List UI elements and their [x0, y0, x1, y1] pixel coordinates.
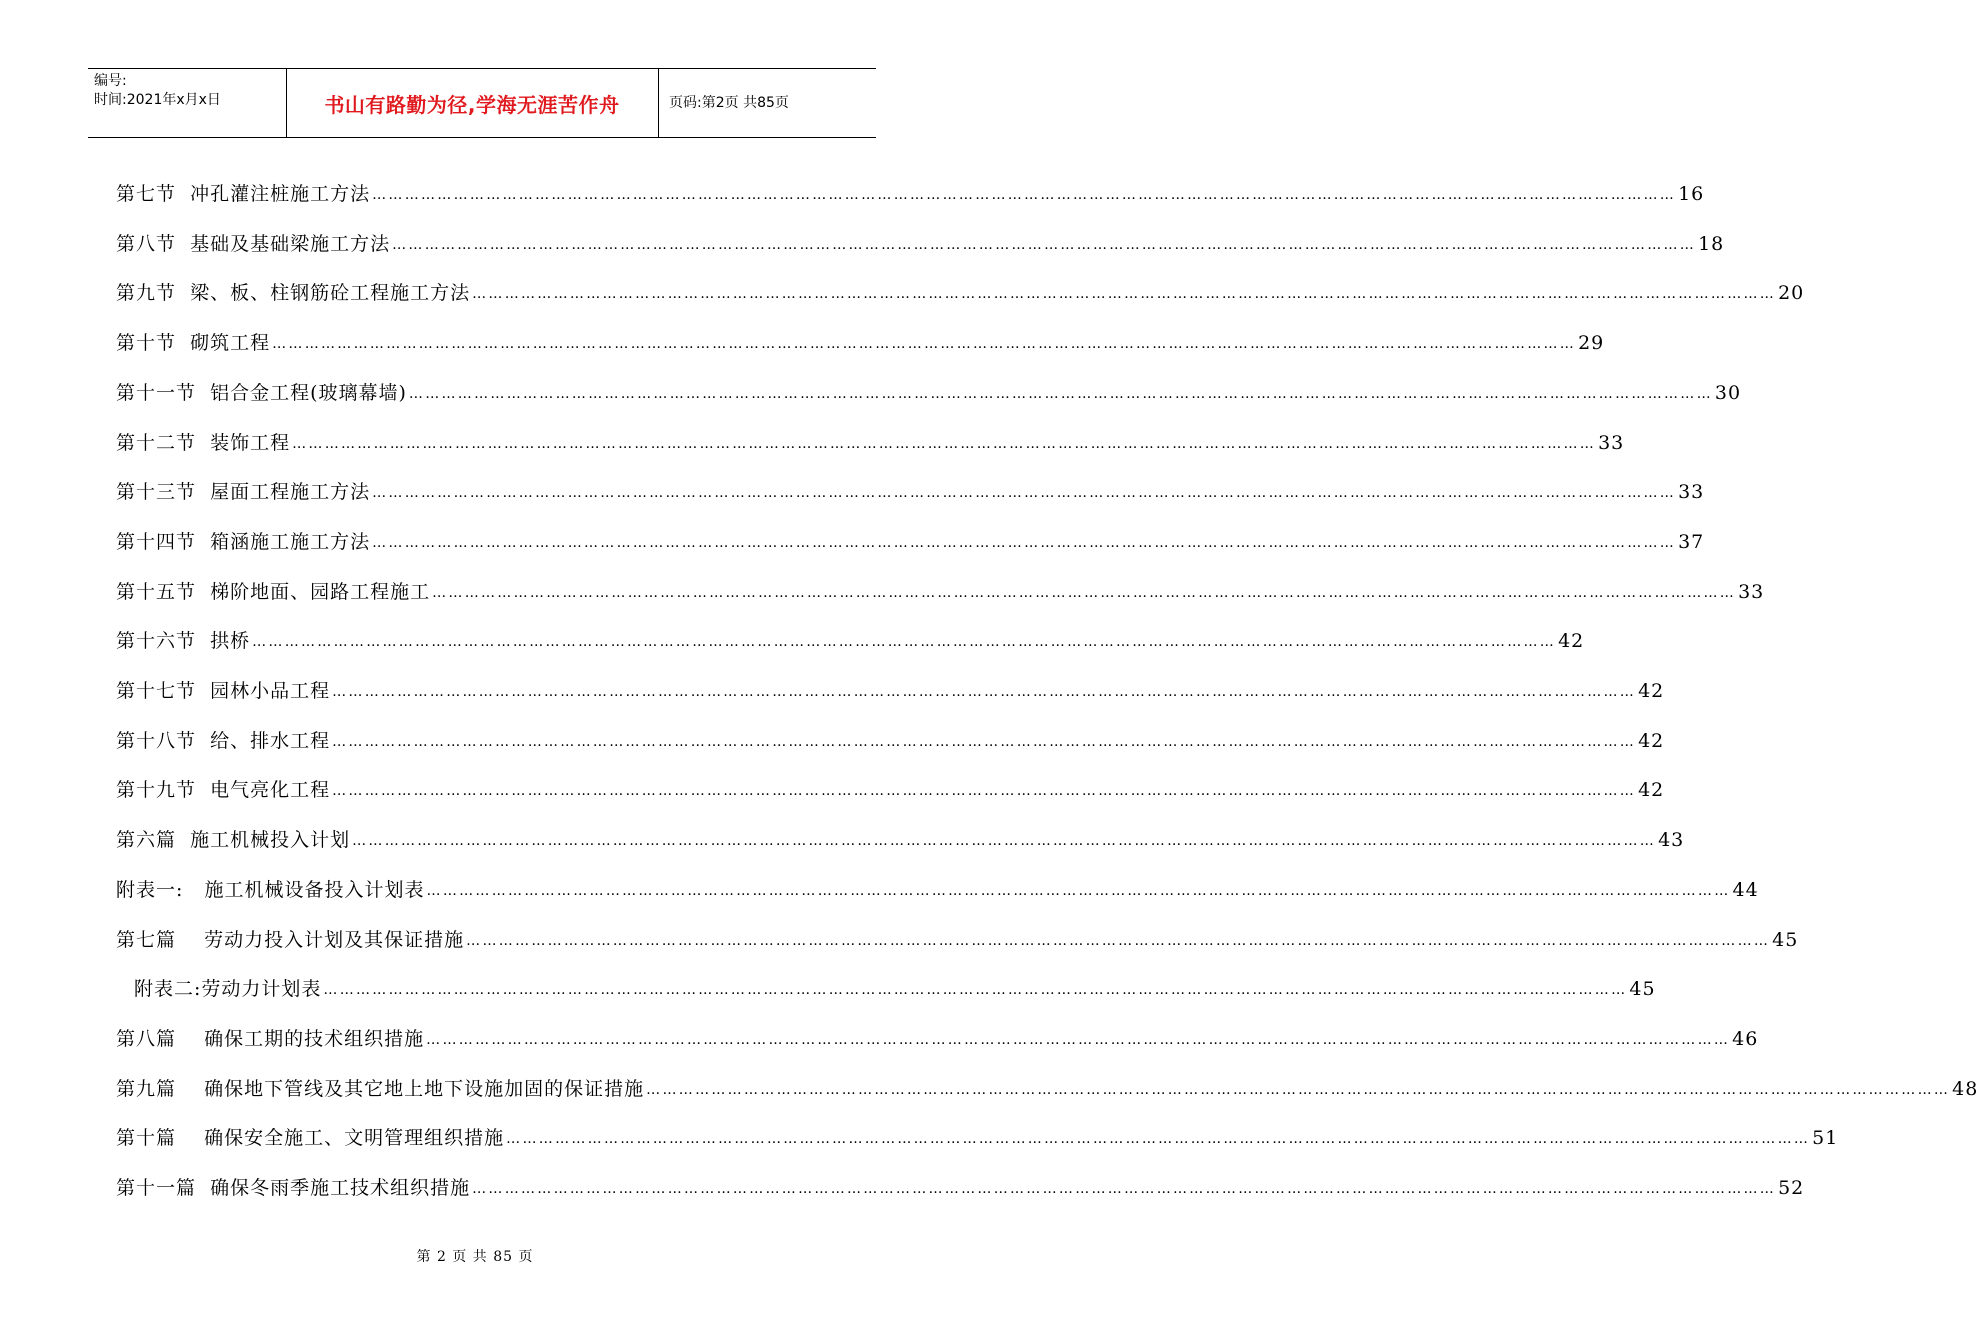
toc-dot-leader: …………………………………………………………………………………………………………………………………………………………………………………………………………………… [372, 187, 1677, 203]
toc-dot-leader: …………………………………………………………………………………………………………………………………………………………………………………………………………………… [466, 933, 1771, 949]
toc-entry-title: 第十四节 箱涵施工施工方法 [116, 531, 371, 553]
toc-dot-leader: …………………………………………………………………………………………………………………………………………………………………………………………………………………… [292, 436, 1597, 452]
toc-entry-title: 第九篇 确保地下管线及其它地上地下设施加固的保证措施 [116, 1078, 645, 1100]
page-footer [0, 1246, 950, 1266]
header-motto-cell [286, 69, 659, 137]
toc-entry-title: 附表二:劳动力计划表 [134, 978, 322, 1000]
toc-entry-title: 第七节 冲孔灌注桩施工方法 [116, 183, 371, 205]
toc-entry-title: 第十一篇 确保冬雨季施工技术组织措施 [116, 1177, 471, 1199]
toc-entry-title: 附表一: 施工机械设备投入计划表 [116, 879, 425, 901]
motto-text: 书山有路勤为径,学海无涯苦作舟 [324, 92, 620, 117]
toc-entry-page: 37 [1678, 531, 1705, 553]
toc-dot-leader: …………………………………………………………………………………………………………………………………………………………………………………………………………………… [332, 734, 1637, 750]
toc-entry-page: 43 [1658, 829, 1685, 851]
toc-entry[interactable] [116, 574, 1765, 604]
toc-dot-leader: …………………………………………………………………………………………………………………………………………………………………………………………………………………… [272, 336, 1577, 352]
toc-entry[interactable] [116, 474, 1705, 504]
toc-entry[interactable] [116, 1021, 1759, 1051]
toc-entry-page: 45 [1629, 978, 1656, 1000]
toc-entry[interactable] [116, 723, 1665, 753]
toc-entry[interactable] [116, 1170, 1805, 1200]
toc-entry-page: 33 [1678, 481, 1705, 503]
toc-entry-page: 42 [1558, 630, 1585, 652]
toc-entry-page: 42 [1638, 779, 1665, 801]
toc-entry[interactable] [116, 922, 1799, 952]
toc-entry-title: 第十篇 确保安全施工、文明管理组织措施 [116, 1127, 505, 1149]
header-page-cell [659, 69, 876, 137]
toc-entry-title: 第十节 砌筑工程 [116, 332, 271, 354]
toc-entry-page: 18 [1698, 233, 1725, 255]
serial-label: 编号: [94, 73, 127, 89]
toc-dot-leader: …………………………………………………………………………………………………………………………………………………………………………………………………………………… [372, 485, 1677, 501]
toc-entry[interactable] [116, 822, 1685, 852]
toc-entry[interactable] [116, 1071, 1978, 1101]
toc-entry-page: 45 [1772, 929, 1799, 951]
toc-entry-title: 第九节 梁、板、柱钢筋砼工程施工方法 [116, 282, 471, 304]
toc-dot-leader: …………………………………………………………………………………………………………………………………………………………………………………………………………………… [408, 386, 1713, 402]
toc-dot-leader: …………………………………………………………………………………………………………………………………………………………………………………………………………………… [472, 286, 1777, 302]
toc-dot-leader: …………………………………………………………………………………………………………………………………………………………………………………………………………………… [372, 535, 1677, 551]
toc-dot-leader: …………………………………………………………………………………………………………………………………………………………………………………………………………………… [332, 684, 1637, 700]
toc-entry-title: 第十九节 电气亮化工程 [116, 779, 331, 801]
toc-dot-leader: …………………………………………………………………………………………………………………………………………………………………………………………………………………… [426, 1032, 1731, 1048]
toc-entry[interactable] [116, 226, 1725, 256]
toc-entry[interactable] [116, 772, 1665, 802]
toc-entry-title: 第十八节 给、排水工程 [116, 730, 331, 752]
toc-entry-page: 52 [1778, 1177, 1805, 1199]
toc-dot-leader: …………………………………………………………………………………………………………………………………………………………………………………………………………………… [352, 833, 1657, 849]
toc-dot-leader: …………………………………………………………………………………………………………………………………………………………………………………………………………………… [332, 783, 1637, 799]
toc-entry-page: 20 [1778, 282, 1805, 304]
toc-entry[interactable] [116, 623, 1585, 653]
toc-entry-page: 33 [1598, 432, 1625, 454]
toc-entry-page: 30 [1714, 382, 1742, 404]
toc-entry-title: 第六篇 施工机械投入计划 [116, 829, 351, 851]
toc-entry[interactable] [116, 176, 1705, 206]
toc-entry[interactable] [116, 872, 1759, 902]
toc-entry[interactable] [116, 325, 1605, 355]
toc-entry-title: 第十一节 铝合金工程(玻璃幕墙) [116, 382, 407, 404]
toc-entry[interactable] [134, 971, 1656, 1001]
toc-entry[interactable] [116, 275, 1805, 305]
toc-dot-leader: …………………………………………………………………………………………………………………………………………………………………………………………………………………… [392, 237, 1697, 253]
toc-dot-leader: …………………………………………………………………………………………………………………………………………………………………………………………………………………… [646, 1082, 1951, 1098]
toc-entry-page: 42 [1638, 730, 1665, 752]
toc-entry-page: 48 [1952, 1078, 1978, 1100]
toc-dot-leader: …………………………………………………………………………………………………………………………………………………………………………………………………………………… [252, 634, 1557, 650]
toc-entry-page: 42 [1638, 680, 1665, 702]
toc-entry-page: 29 [1578, 332, 1605, 354]
toc-entry[interactable] [116, 524, 1705, 554]
toc-entry-title: 第十六节 拱桥 [116, 630, 251, 652]
toc-entry-title: 第十二节 装饰工程 [116, 432, 291, 454]
toc-entry[interactable] [116, 425, 1625, 455]
toc-entry-page: 33 [1738, 581, 1765, 603]
toc-entry-page: 51 [1812, 1127, 1839, 1149]
toc-entry-page: 16 [1678, 183, 1705, 205]
footer-page-number: 第 2 页 共 85 页 [416, 1249, 534, 1265]
toc-entry-title: 第八篇 确保工期的技术组织措施 [116, 1028, 425, 1050]
toc-entry[interactable] [116, 673, 1665, 703]
toc-entry-title: 第七篇 劳动力投入计划及其保证措施 [116, 929, 465, 951]
toc-dot-leader: …………………………………………………………………………………………………………………………………………………………………………………………………………………… [323, 982, 1628, 998]
toc-entry[interactable] [116, 1120, 1839, 1150]
toc-entry-title: 第十三节 屋面工程施工方法 [116, 481, 371, 503]
page-header [88, 68, 876, 138]
toc-entry-page: 46 [1732, 1028, 1759, 1050]
toc-entry-title: 第八节 基础及基础梁施工方法 [116, 233, 391, 255]
toc-entry[interactable] [116, 375, 1742, 405]
toc-dot-leader: …………………………………………………………………………………………………………………………………………………………………………………………………………………… [426, 883, 1731, 899]
time-label: 时间:2021年x月x日 [94, 92, 221, 108]
header-meta-cell [88, 69, 287, 137]
toc-dot-leader: …………………………………………………………………………………………………………………………………………………………………………………………………………………… [472, 1181, 1777, 1197]
page-info: 页码:第2页 共85页 [669, 94, 789, 111]
toc-entry-title: 第十七节 园林小品工程 [116, 680, 331, 702]
toc-entry-page: 44 [1732, 879, 1759, 901]
toc-dot-leader: …………………………………………………………………………………………………………………………………………………………………………………………………………………… [432, 585, 1737, 601]
toc-entry-title: 第十五节 梯阶地面、园路工程施工 [116, 581, 431, 603]
toc-dot-leader: …………………………………………………………………………………………………………………………………………………………………………………………………………………… [506, 1131, 1811, 1147]
